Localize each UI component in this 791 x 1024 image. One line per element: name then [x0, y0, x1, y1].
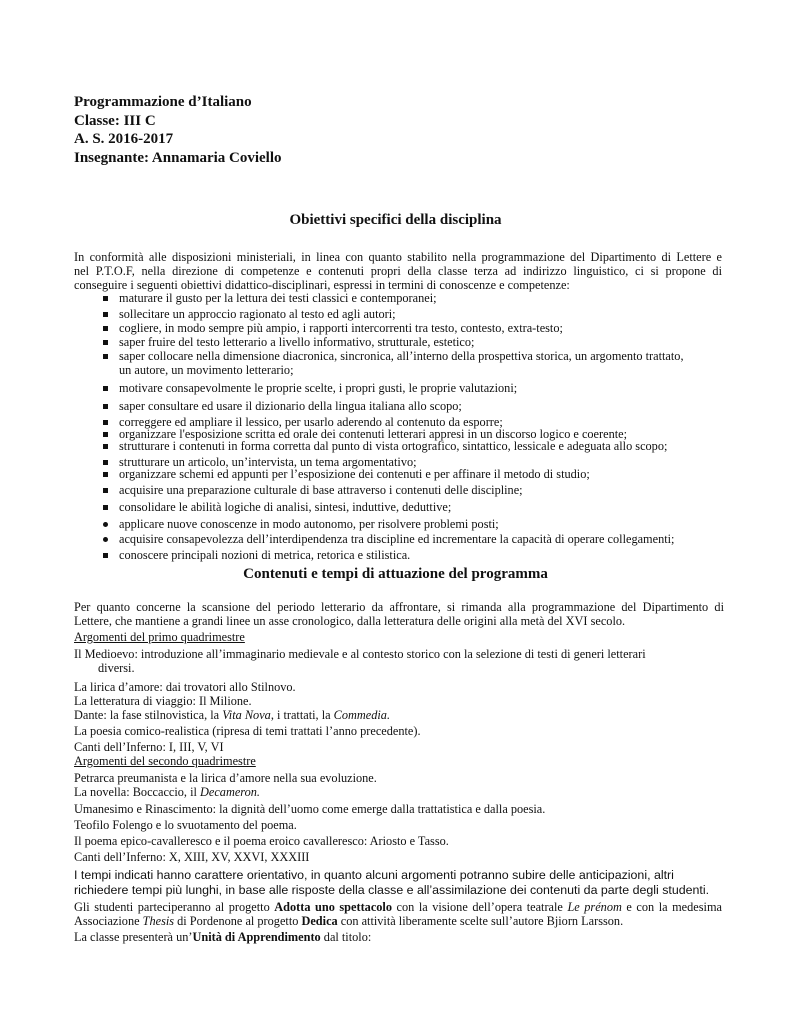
header-school-year: A. S. 2016-2017: [74, 131, 174, 147]
square-bullet-icon: [98, 321, 112, 335]
list-item: acquisire consapevolezza dell’interdipendenza tra discipline ed incrementare la capacità di operare collegamenti;: [74, 532, 724, 546]
topic-line: La lirica d’amore: dai trovatori allo Stilnovo.: [74, 680, 296, 694]
square-bullet-icon: [98, 483, 112, 497]
document-header: [74, 93, 282, 167]
list-item: sollecitare un approccio ragionato al testo ed agli autori;: [74, 307, 724, 321]
timing-note-line: I tempi indicati hanno carattere orientativo, in quanto alcuni argomenti potranno subire delle anticipazioni, altri: [74, 868, 674, 882]
topic-line: Umanesimo e Rinascimento: la dignità dell’uomo come emerge dalla trattatistica e dalla poesia.: [74, 802, 546, 816]
header-subject: Programmazione d’Italiano: [74, 94, 252, 110]
timing-note-line: richiedere tempi più lunghi, in base alle risposte della classe e all’assimilazione dei contenuti da parte degli studenti.: [74, 883, 710, 897]
objectives-intro-line: conseguire i seguenti obiettivi didattico-disciplinari, espressi in termini di conoscenze e competenze:: [74, 278, 570, 292]
objectives-intro: [74, 250, 722, 292]
header-class: Classe: III C: [74, 112, 156, 129]
second-term-heading: Argomenti del secondo quadrimestre: [74, 754, 256, 768]
projects-paragraph: Gli studenti parteciperanno al progetto Adotta uno spettacolo con la visione dell’opera teatrale Le prénom e con la medesima Associazione Thesis di Pordenone al progetto Dedica con attività liberamente scelte sull’autore Bjiorn Larsson.: [74, 900, 722, 928]
topic-line: Il Medioevo: introduzione all’immaginario medievale e al contesto storico con la selezione di testi di generi letterari: [74, 647, 646, 661]
square-bullet-icon: [98, 381, 112, 395]
square-bullet-icon: [98, 467, 112, 481]
list-item: organizzare schemi ed appunti per l’esposizione dei contenuti e per affinare il metodo di studio;: [74, 467, 724, 481]
list-item: maturare il gusto per la lettura dei testi classici e contemporanei;: [74, 291, 724, 305]
project-name: Adotta uno spettacolo: [274, 900, 392, 914]
list-item: strutturare un articolo, un’intervista, un tema argomentativo;: [74, 455, 724, 469]
objectives-intro-line: In conformità alle disposizioni ministeriali, in linea con quanto stabilito nella programmazione del Dipartimento di Lettere e: [74, 250, 722, 264]
project-name: Dedica: [301, 914, 338, 928]
learning-unit-label: Unità di Apprendimento: [192, 930, 321, 944]
play-title: Le prénom: [567, 900, 622, 914]
timing-note: [74, 868, 722, 898]
list-item: saper fruire del testo letterario a livello informativo, strutturale, estetico;: [74, 335, 724, 349]
round-bullet-icon: [98, 517, 112, 531]
list-item: correggere ed ampliare il lessico, per usarlo aderendo al contenuto da esporre;: [74, 415, 724, 429]
association-name: Thesis: [142, 914, 175, 928]
objectives-list: [74, 291, 724, 562]
list-item: motivare consapevolmente le proprie scelte, i propri gusti, le proprie valutazioni;: [74, 381, 724, 395]
topic-line: La poesia comico-realistica (ripresa di temi trattati l’anno precedente).: [74, 724, 421, 738]
square-bullet-icon: [98, 399, 112, 413]
header-teacher: Insegnante: Annamaria Coviello: [74, 149, 282, 166]
topic-line: Canti dell’Inferno: X, XIII, XV, XXVI, XXXIII: [74, 850, 310, 864]
list-item: saper consultare ed usare il dizionario della lingua italiana allo scopo;: [74, 399, 724, 413]
list-item: cogliere, in modo sempre più ampio, i rapporti intercorrenti tra testo, contesto, extra-testo;: [74, 321, 724, 335]
topic-line: Dante: la fase stilnovistica, la Vita Nova, i trattati, la Commedia.: [74, 708, 391, 722]
contents-intro-line: Lettere, che mantiene a grandi linee un asse cronologico, dalla letteratura delle origini alla metà del XVI secolo.: [74, 614, 626, 628]
square-bullet-icon: [98, 548, 112, 562]
topic-line: diversi.: [98, 661, 135, 675]
section-objectives-title: Obiettivi specifici della disciplina: [289, 212, 502, 228]
square-bullet-icon: [98, 291, 112, 305]
topic-line: La novella: Boccaccio, il Decameron.: [74, 785, 260, 799]
list-item: acquisire una preparazione culturale di base attraverso i contenuti delle discipline;: [74, 483, 724, 497]
topic-line: Petrarca preumanista e la lirica d’amore nella sua evoluzione.: [74, 771, 377, 785]
topic-line: Il poema epico-cavalleresco e il poema eroico cavalleresco: Ariosto e Tasso.: [74, 834, 449, 848]
objectives-intro-line: nel P.T.O.F, nella direzione di competenze e contenuti propri della classe terza ad indirizzo linguistico, ci si propone di: [74, 264, 722, 278]
square-bullet-icon: [98, 307, 112, 321]
contents-intro: [74, 600, 724, 628]
contents-intro-line: Per quanto concerne la scansione del periodo letterario da affrontare, si rimanda alla programmazione del Dipartimento di: [74, 600, 724, 614]
topic-line: La letteratura di viaggio: Il Milione.: [74, 694, 252, 708]
list-item: saper collocare nella dimensione diacronica, sincronica, all’interno della prospettiva storica, un argomento trattato, un autore, un movimento letterario;: [74, 349, 724, 377]
list-item: consolidare le abilità logiche di analisi, sintesi, induttive, deduttive;: [74, 500, 724, 514]
list-item: strutturare i contenuti in forma corretta dal punto di vista ortografico, sintattico, lessicale e adeguata allo scopo;: [74, 439, 724, 453]
round-bullet-icon: [98, 532, 112, 546]
square-bullet-icon: [98, 439, 112, 453]
first-term-heading: Argomenti del primo quadrimestre: [74, 630, 245, 644]
square-bullet-icon: [98, 335, 112, 349]
first-term-topics: [74, 630, 724, 864]
list-item: applicare nuove conoscenze in modo autonomo, per risolvere problemi posti;: [74, 517, 724, 531]
section-contents-title: Contenuti e tempi di attuazione del programma: [243, 566, 548, 582]
topic-line: Canti dell’Inferno: I, III, V, VI: [74, 740, 224, 754]
list-item: organizzare l'esposizione scritta ed orale dei contenuti letterari appresi in un discorso logico e coerente;: [74, 427, 724, 441]
list-item: conoscere principali nozioni di metrica, retorica e stilistica.: [74, 548, 724, 562]
topic-line: Teofilo Folengo e lo svuotamento del poema.: [74, 818, 297, 832]
square-bullet-icon: [98, 500, 112, 514]
square-bullet-icon: [98, 349, 112, 363]
learning-unit-line: La classe presenterà un’Unità di Apprendimento dal titolo:: [74, 930, 372, 944]
